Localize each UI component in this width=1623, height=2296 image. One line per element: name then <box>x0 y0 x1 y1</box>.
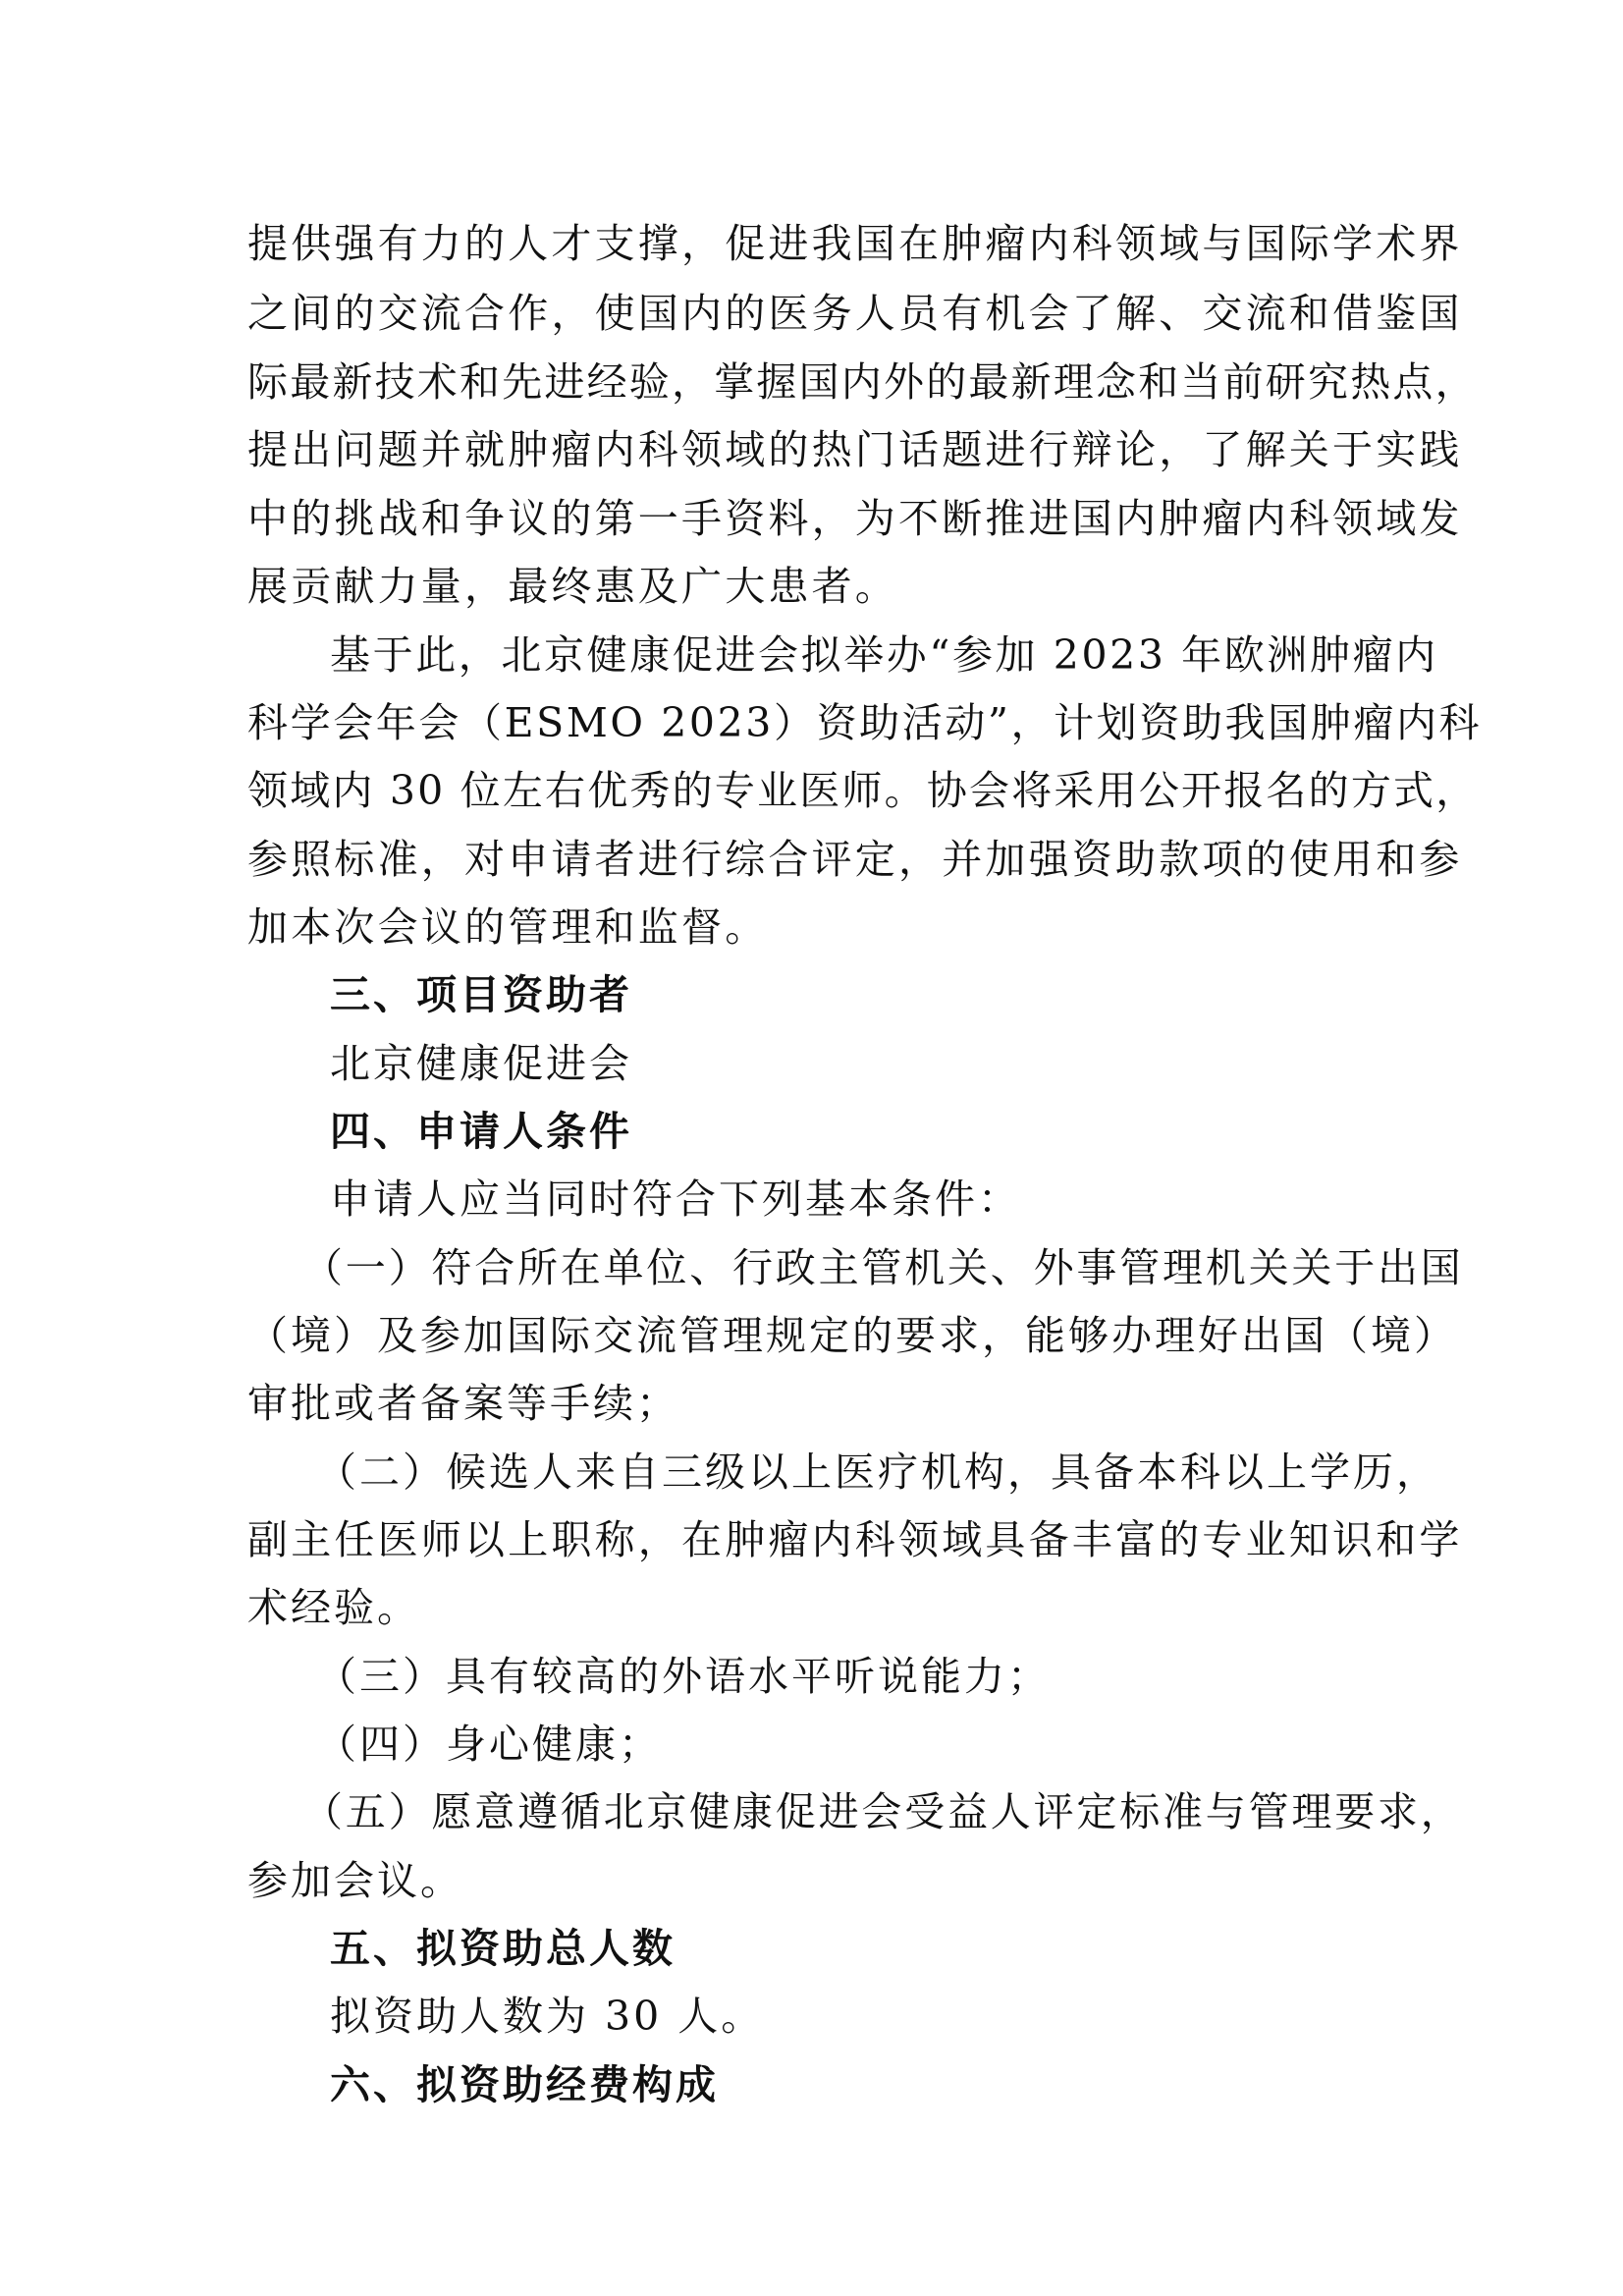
condition-item: （四）身心健康； <box>316 1721 662 1768</box>
section-heading: 四、申请人条件 <box>330 1108 632 1155</box>
condition-item: 术经验。 <box>247 1584 420 1631</box>
paragraph-line: 之间的交流合作，使国内的医务人员有机会了解、交流和借鉴国 <box>247 290 1463 337</box>
paragraph-line: 参照标准，对申请者进行综合评定，并加强资助款项的使用和参 <box>247 836 1463 883</box>
paragraph-line: 科学会年会（ESMO 2023）资助活动”，计划资助我国肿瘤内科 <box>247 699 1483 746</box>
paragraph-line: 提供强有力的人才支撑，促进我国在肿瘤内科领域与国际学术界 <box>247 220 1463 267</box>
paragraph-line: 际最新技术和先进经验，掌握国内外的最新理念和当前研究热点， <box>247 358 1478 406</box>
condition-item: 审批或者备案等手续； <box>247 1380 679 1427</box>
paragraph-line: 中的挑战和争议的第一手资料，为不断推进国内肿瘤内科领域发 <box>247 495 1463 542</box>
condition-item: 副主任医师以上职称，在肿瘤内科领域具备丰富的专业知识和学 <box>247 1516 1463 1563</box>
condition-item: （二）候选人来自三级以上医疗机构，具备本科以上学历， <box>316 1449 1439 1496</box>
paragraph-line: 领域内 30 位左右优秀的专业医师。协会将采用公开报名的方式， <box>247 767 1479 814</box>
condition-item: 参加会议。 <box>247 1857 463 1904</box>
paragraph-line: 展贡献力量，最终惠及广大患者。 <box>247 563 898 610</box>
section-heading: 三、项目资助者 <box>330 971 632 1018</box>
paragraph-line: 加本次会议的管理和监督。 <box>247 903 769 951</box>
section-body: 北京健康促进会 <box>330 1040 632 1087</box>
condition-item: （一）符合所在单位、行政主管机关、外事管理机关关于出国 <box>302 1244 1464 1291</box>
paragraph-line: 提出问题并就肿瘤内科领域的热门话题进行辩论，了解关于实践 <box>247 426 1463 473</box>
condition-item: （三）具有较高的外语水平听说能力； <box>316 1653 1051 1700</box>
section-body: 拟资助人数为 30 人。 <box>330 1993 765 2040</box>
section-heading: 六、拟资助经费构成 <box>330 2061 719 2108</box>
paragraph-line: 基于此，北京健康促进会拟举办“参加 2023 年欧洲肿瘤内 <box>330 631 1438 679</box>
section-heading: 五、拟资助总人数 <box>330 1925 676 1972</box>
condition-item: （境）及参加国际交流管理规定的要求，能够办理好出国（境） <box>247 1312 1457 1359</box>
condition-item: （五）愿意遵循北京健康促进会受益人评定标准与管理要求， <box>302 1788 1464 1835</box>
section-intro: 申请人应当同时符合下列基本条件： <box>330 1175 1021 1223</box>
